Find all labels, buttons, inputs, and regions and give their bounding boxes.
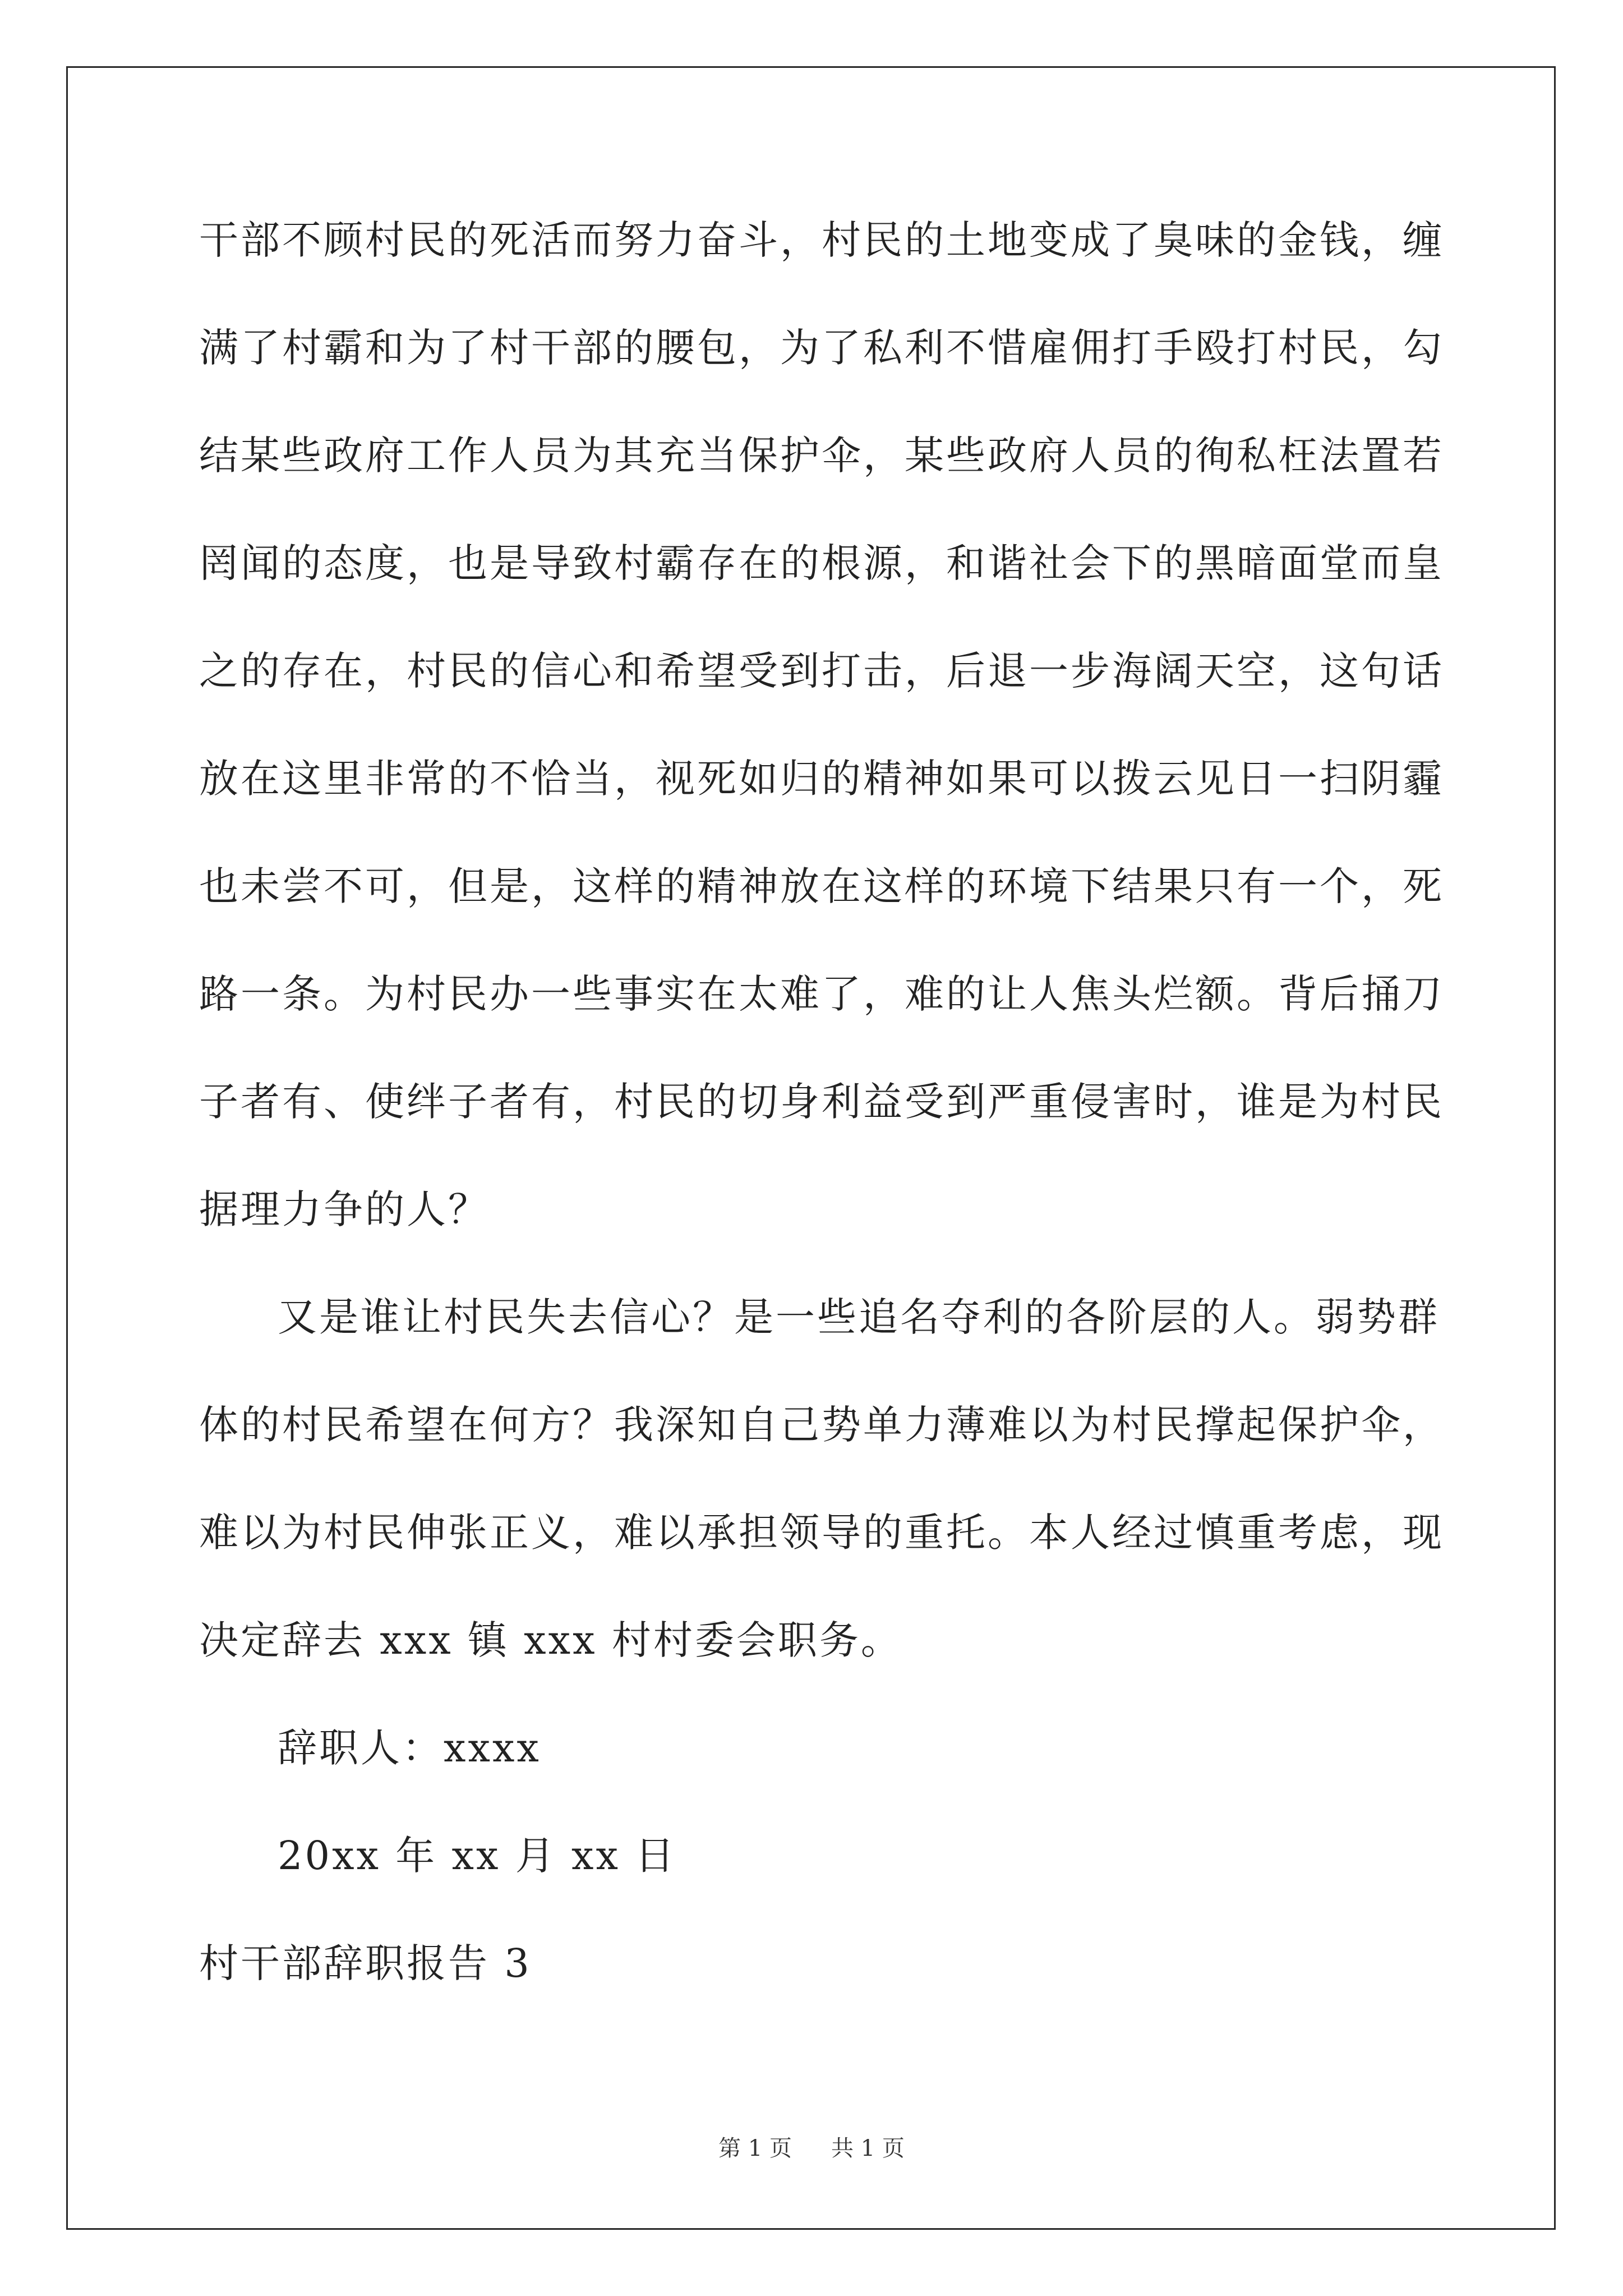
body-line: 决定辞去 xxx 镇 xxx 村村委会职务。 bbox=[199, 1617, 902, 1663]
page-footer bbox=[0, 2132, 1623, 2165]
body-line: 结某些政府工作人员为其充当保护伞，某些政府人员的徇私枉法置若 bbox=[199, 432, 1444, 478]
page-number-current: 第 1 页 bbox=[718, 2136, 792, 2161]
body-line: 路一条。为村民办一些事实在太难了，难的让人焦头烂额。背后捅刀 bbox=[199, 971, 1444, 1017]
body-line: 也未尝不可，但是，这样的精神放在这样的环境下结果只有一个，死 bbox=[199, 863, 1444, 909]
signature-line: 辞职人：xxxx bbox=[278, 1725, 541, 1771]
paragraph-start-line: 又是谁让村民失去信心？是一些追名夺利的各阶层的人。弱势群 bbox=[278, 1294, 1440, 1340]
body-line: 罔闻的态度，也是导致村霸存在的根源，和谐社会下的黑暗面堂而皇 bbox=[199, 540, 1444, 586]
date-line: 20xx 年 xx 月 xx 日 bbox=[278, 1833, 677, 1879]
page-number-total: 共 1 页 bbox=[831, 2136, 905, 2161]
body-line: 干部不顾村民的死活而努力奋斗，村民的土地变成了臭味的金钱，缠 bbox=[199, 217, 1444, 263]
body-line: 放在这里非常的不恰当，视死如归的精神如果可以拨云见日一扫阴霾 bbox=[199, 756, 1444, 802]
body-line: 子者有、使绊子者有，村民的切身利益受到严重侵害时，谁是为村民 bbox=[199, 1079, 1444, 1125]
body-line: 据理力争的人？ bbox=[199, 1186, 490, 1232]
body-line: 体的村民希望在何方？我深知自己势单力薄难以为村民撑起保护伞， bbox=[199, 1402, 1444, 1448]
body-line: 难以为村民伸张正义，难以承担领导的重托。本人经过慎重考虑，现 bbox=[199, 1510, 1444, 1556]
body-line: 满了村霸和为了村干部的腰包，为了私利不惜雇佣打手殴打村民，勾 bbox=[199, 325, 1444, 371]
section-heading: 村干部辞职报告 3 bbox=[199, 1940, 532, 1986]
page-border bbox=[66, 66, 1556, 2230]
body-line: 之的存在，村民的信心和希望受到打击，后退一步海阔天空，这句话 bbox=[199, 648, 1444, 694]
